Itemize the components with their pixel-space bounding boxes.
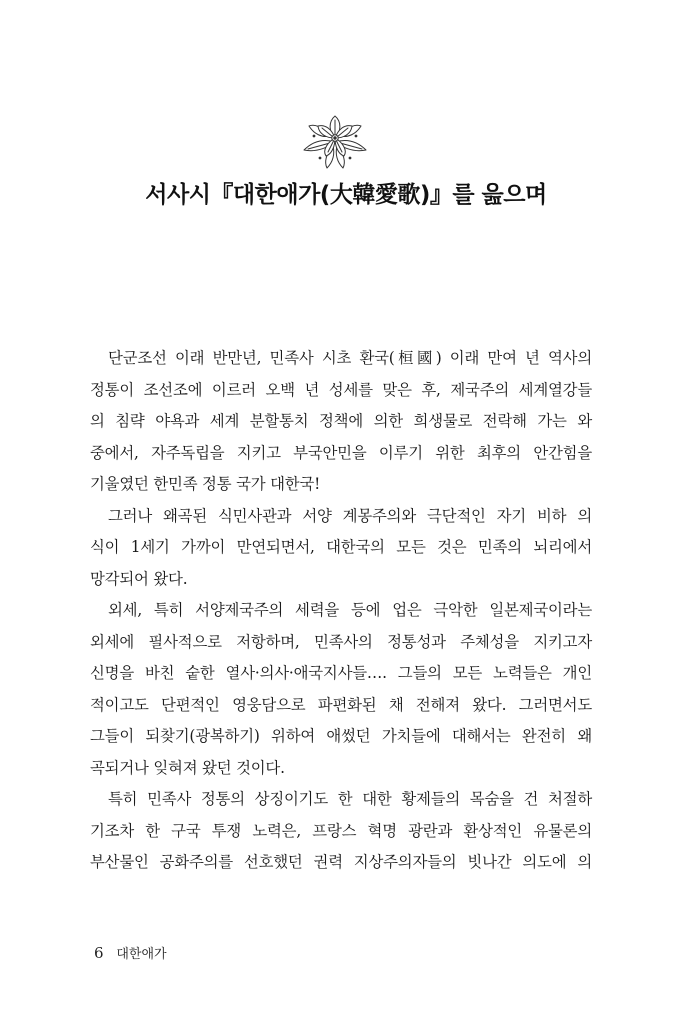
flower-ornament-icon	[300, 108, 370, 170]
text-line: 중에서, 자주독립을 지키고 부국안민을 이루기 위한 최후의 안간힘을	[90, 443, 592, 462]
text-line: 정통이 조선조에 이르러 오백 년 성세를 맞은 후, 제국주의 세계열강들	[90, 380, 592, 399]
text-line: 단군조선 이래 반만년, 민족사 시초 환국(桓國) 이래 만여 년 역사의	[108, 349, 592, 367]
text-line: 적이고도 단편적인 영웅담으로 파편화된 채 전해져 왔다. 그러면서도	[90, 695, 592, 714]
text-line: 망각되어 왔다.	[90, 569, 188, 588]
chapter-title: 서사시『대한애가(大韓愛歌)』를 읊으며	[145, 182, 547, 208]
text-line: 특히 민족사 정통의 상징이기도 한 대한 황제들의 목숨을 건 처절하	[108, 790, 592, 808]
text-line: 신명을 바친 숱한 열사·의사·애국지사들…. 그들의 모든 노력들은 개인	[90, 664, 592, 682]
paragraph	[90, 784, 592, 879]
text-line: 곡되거나 잊혀져 왔던 것이다.	[90, 758, 285, 777]
text-line: 그들이 되찾기(광복하기) 위하여 애썼던 가치들에 대해서는 완전히 왜	[90, 727, 592, 745]
running-book-title: 대한애가	[116, 947, 167, 962]
text-line: 기조차 한 구국 투쟁 노력은, 프랑스 혁명 광란과 환상적인 유물론의	[90, 821, 592, 840]
paragraph	[90, 501, 592, 596]
paragraph	[90, 343, 592, 501]
text-line: 식이 1세기 가까이 만연되면서, 대한국의 모든 것은 민족의 뇌리에서	[90, 538, 592, 556]
text-line: 기울였던 한민족 정통 국가 대한국!	[90, 475, 321, 493]
text-line: 외세에 필사적으로 저항하며, 민족사의 정통성과 주체성을 지키고자	[90, 632, 592, 651]
body-text	[90, 343, 592, 879]
text-line: 외세, 특히 서양제국주의 세력을 등에 업은 극악한 일본제국이라는	[108, 601, 592, 619]
page-footer	[94, 943, 167, 962]
page-number: 6	[94, 944, 104, 962]
text-line: 부산물인 공화주의를 선호했던 권력 지상주의자들의 빗나간 의도에 의	[90, 853, 592, 871]
text-line: 그러나 왜곡된 식민사관과 서양 계몽주의와 극단적인 자기 비하 의	[108, 506, 592, 525]
paragraph	[90, 595, 592, 784]
text-line: 의 침략 야욕과 세계 분할통치 정책에 의한 희생물로 전락해 가는 와	[90, 412, 592, 430]
